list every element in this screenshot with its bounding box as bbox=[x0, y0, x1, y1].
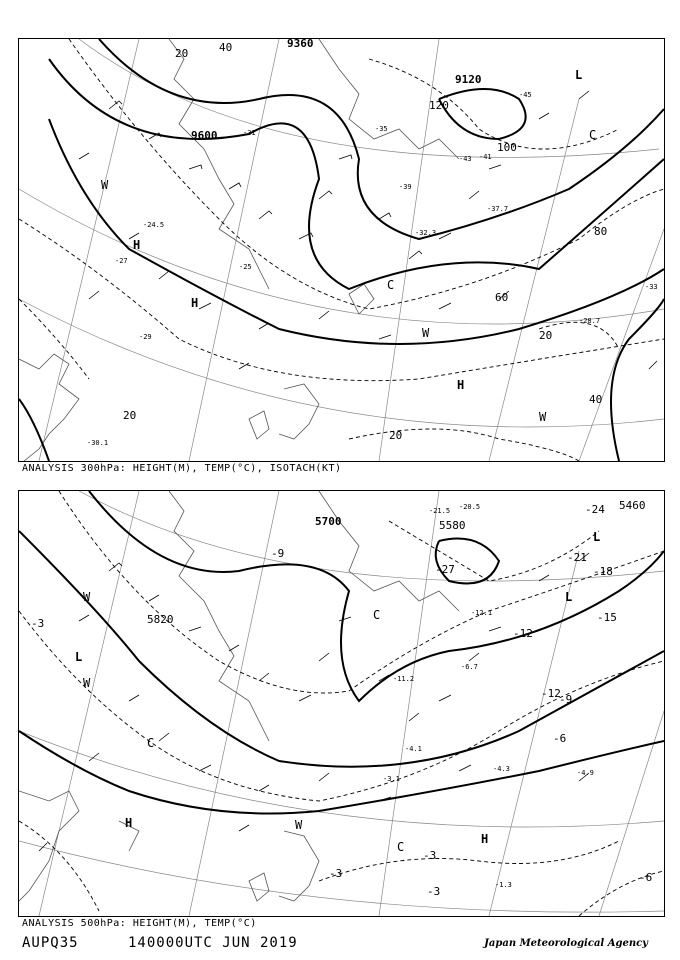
high-center: H bbox=[125, 816, 133, 830]
temp-value: -20.5 bbox=[459, 503, 481, 511]
isotherm-label--3: -3 bbox=[329, 867, 343, 880]
isotach-label-120: 120 bbox=[429, 99, 449, 112]
height-label-9600: 9600 bbox=[191, 129, 218, 142]
temp-value: -24.5 bbox=[143, 221, 165, 229]
isotherm-label--6: -6 bbox=[639, 871, 653, 884]
temp-value: -6.7 bbox=[461, 663, 478, 671]
temp-value: -32.3 bbox=[415, 229, 437, 237]
high-center: H bbox=[457, 378, 465, 392]
temp-value: -4.1 bbox=[405, 745, 422, 753]
isotach-label-20: 20 bbox=[175, 47, 189, 60]
isotach-label-20d: 20 bbox=[123, 409, 137, 422]
height-label-5460: 5460 bbox=[619, 499, 646, 512]
isotherm-label--9: -9 bbox=[559, 693, 573, 706]
chart-code: AUPQ35 bbox=[22, 935, 79, 951]
isotherm-label--21: -21 bbox=[567, 551, 587, 564]
temp-value: -41 bbox=[479, 153, 492, 161]
height-label-5700: 5700 bbox=[315, 515, 342, 528]
height-label-9120: 9120 bbox=[455, 73, 482, 86]
high-center: H bbox=[133, 238, 141, 252]
low-center: L bbox=[593, 530, 601, 544]
isotach-label-40: 40 bbox=[219, 41, 233, 54]
temp-value: -43 bbox=[459, 155, 472, 163]
map-500hpa bbox=[19, 491, 664, 916]
warm-center: W bbox=[101, 178, 109, 192]
temp-value: -30.1 bbox=[87, 439, 109, 447]
height-label-9360: 9360 bbox=[287, 39, 314, 50]
map-300hpa bbox=[19, 39, 664, 461]
height-label-5580: 5580 bbox=[439, 519, 466, 532]
isotherm-label--6: -6 bbox=[553, 732, 567, 745]
temp-value: -31 bbox=[243, 129, 256, 137]
low-center: L bbox=[565, 590, 573, 604]
cold-center: C bbox=[373, 608, 381, 622]
temp-value: -28.7 bbox=[579, 317, 601, 325]
isotherm-label--9: -9 bbox=[271, 547, 285, 560]
temp-value: -45 bbox=[519, 91, 532, 99]
temp-value: -12.1 bbox=[471, 609, 493, 617]
low-center: L bbox=[575, 68, 583, 82]
cold-center: C bbox=[397, 840, 405, 854]
temp-value: -4.9 bbox=[577, 769, 594, 777]
temp-value: -11.2 bbox=[393, 675, 415, 683]
temp-value: -27 bbox=[115, 257, 128, 265]
cold-center: C bbox=[147, 736, 155, 750]
temperature-values bbox=[87, 91, 658, 447]
isotherm-label--3: -3 bbox=[423, 849, 437, 862]
valid-time: 140000UTC JUN 2019 bbox=[128, 935, 298, 951]
temp-value: -3.1 bbox=[383, 775, 400, 783]
isotherm-label--15: -15 bbox=[597, 611, 617, 624]
isotach-label-60: 60 bbox=[495, 291, 509, 304]
temp-value: -4.3 bbox=[493, 765, 510, 773]
caption-300hpa: ANALYSIS 300hPa: HEIGHT(M), TEMP(°C), ISOTACH(KT) bbox=[22, 463, 342, 474]
warm-center: W bbox=[83, 676, 91, 690]
isotach-label-80: 80 bbox=[594, 225, 608, 238]
temp-value: -1.3 bbox=[495, 881, 512, 889]
isotherm-label--3: -3 bbox=[427, 885, 441, 898]
temp-value: -29 bbox=[139, 333, 152, 341]
chart-300hpa bbox=[18, 38, 665, 462]
isotherm-label--3: -3 bbox=[31, 617, 45, 630]
isotherm-label--24: -24 bbox=[585, 503, 605, 516]
temp-value: -21.5 bbox=[429, 507, 451, 515]
low-center: L bbox=[75, 650, 83, 664]
station-plots bbox=[39, 553, 589, 851]
temp-value: -37.7 bbox=[487, 205, 509, 213]
cold-center: C bbox=[387, 278, 395, 292]
temp-value: -39 bbox=[399, 183, 412, 191]
isotherm-contours bbox=[19, 39, 664, 461]
agency-name: Japan Meteorological Agency bbox=[484, 938, 648, 949]
high-center: H bbox=[481, 832, 489, 846]
cold-center: C bbox=[589, 128, 597, 142]
isotherm-label--12: -12 bbox=[513, 627, 533, 640]
isotach-label-20b: 20 bbox=[539, 329, 553, 342]
warm-center: W bbox=[422, 326, 430, 340]
high-center: H bbox=[191, 296, 199, 310]
isotherm-label--18: -18 bbox=[593, 565, 613, 578]
isotherm-label--12: -12 bbox=[541, 687, 561, 700]
caption-500hpa: ANALYSIS 500hPa: HEIGHT(M), TEMP(°C) bbox=[22, 918, 257, 929]
temp-value: -35 bbox=[375, 125, 388, 133]
isotach-label-20c: 20 bbox=[389, 429, 403, 442]
warm-center: W bbox=[539, 410, 547, 424]
isotherm-label--27: -27 bbox=[435, 563, 455, 576]
warm-center: W bbox=[83, 590, 91, 604]
temp-value: -25 bbox=[239, 263, 252, 271]
isotach-label-40b: 40 bbox=[589, 393, 603, 406]
height-label-5820: 5820 bbox=[147, 613, 174, 626]
isotach-label-100: 100 bbox=[497, 141, 517, 154]
chart-500hpa bbox=[18, 490, 665, 917]
temp-value: -33 bbox=[645, 283, 658, 291]
warm-center: W bbox=[295, 818, 303, 832]
